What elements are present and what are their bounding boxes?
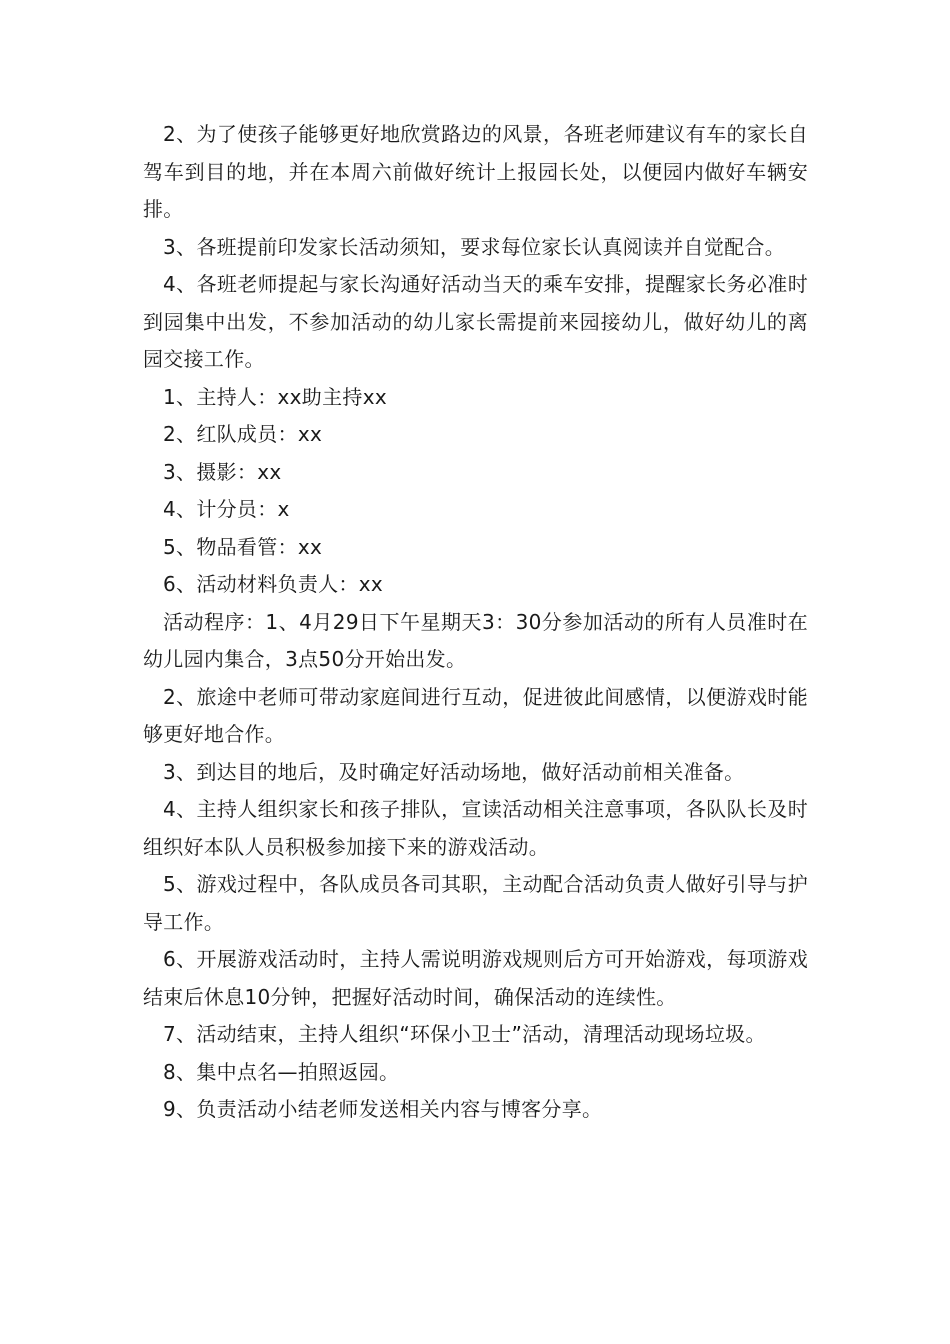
paragraph: 7、活动结束，主持人组织“环保小卫士”活动，清理活动现场垃圾。: [163, 1022, 766, 1046]
paragraph: 4、各班老师提起与家长沟通好活动当天的乘车安排，提醒家长务必准时到园集中出发，不参加活动的幼儿家长需提前来园接幼儿，做好幼儿的离园交接工作。: [143, 272, 808, 371]
paragraph: 3、到达目的地后，及时确定好活动场地，做好活动前相关准备。: [163, 759, 745, 784]
paragraph: 6、开展游戏活动时，主持人需说明游戏规则后方可开始游戏，每项游戏结束后休息10分钟，把握好活动时间，确保活动的连续性。: [143, 947, 808, 1009]
list-item: 5、物品看管：xx: [163, 534, 323, 559]
document-body: [143, 116, 808, 1129]
paragraph: 5、游戏过程中，各队成员各司其职，主动配合活动负责人做好引导与护导工作。: [143, 872, 808, 934]
list-item: 1、主持人：xx助主持xx: [163, 384, 387, 409]
list-item: 2、红队成员：xx: [163, 422, 323, 446]
list-item: 3、摄影：xx: [163, 459, 282, 484]
paragraph: 3、各班提前印发家长活动须知，要求每位家长认真阅读并自觉配合。: [163, 234, 786, 259]
paragraph: 2、旅途中老师可带动家庭间进行互动，促进彼此间感情，以便游戏时能够更好地合作。: [143, 684, 808, 746]
list-item: 6、活动材料负责人：xx: [163, 572, 383, 596]
paragraph: 2、为了使孩子能够更好地欣赏路边的风景，各班老师建议有车的家长自驾车到目的地，并在本周六前做好统计上报园长处，以便园内做好车辆安排。: [143, 122, 808, 221]
paragraph: 4、主持人组织家长和孩子排队，宣读活动相关注意事项，各队队长及时组织好本队人员积极参加接下来的游戏活动。: [143, 797, 808, 859]
paragraph: 活动程序：1、4月29日下午星期天3：30分参加活动的所有人员准时在幼儿园内集合，3点50分开始出发。: [143, 609, 808, 671]
paragraph: 8、集中点名—拍照返园。: [163, 1059, 400, 1084]
list-item: 4、计分员：x: [163, 497, 290, 521]
paragraph: 9、负责活动小结老师发送相关内容与博客分享。: [163, 1097, 603, 1121]
